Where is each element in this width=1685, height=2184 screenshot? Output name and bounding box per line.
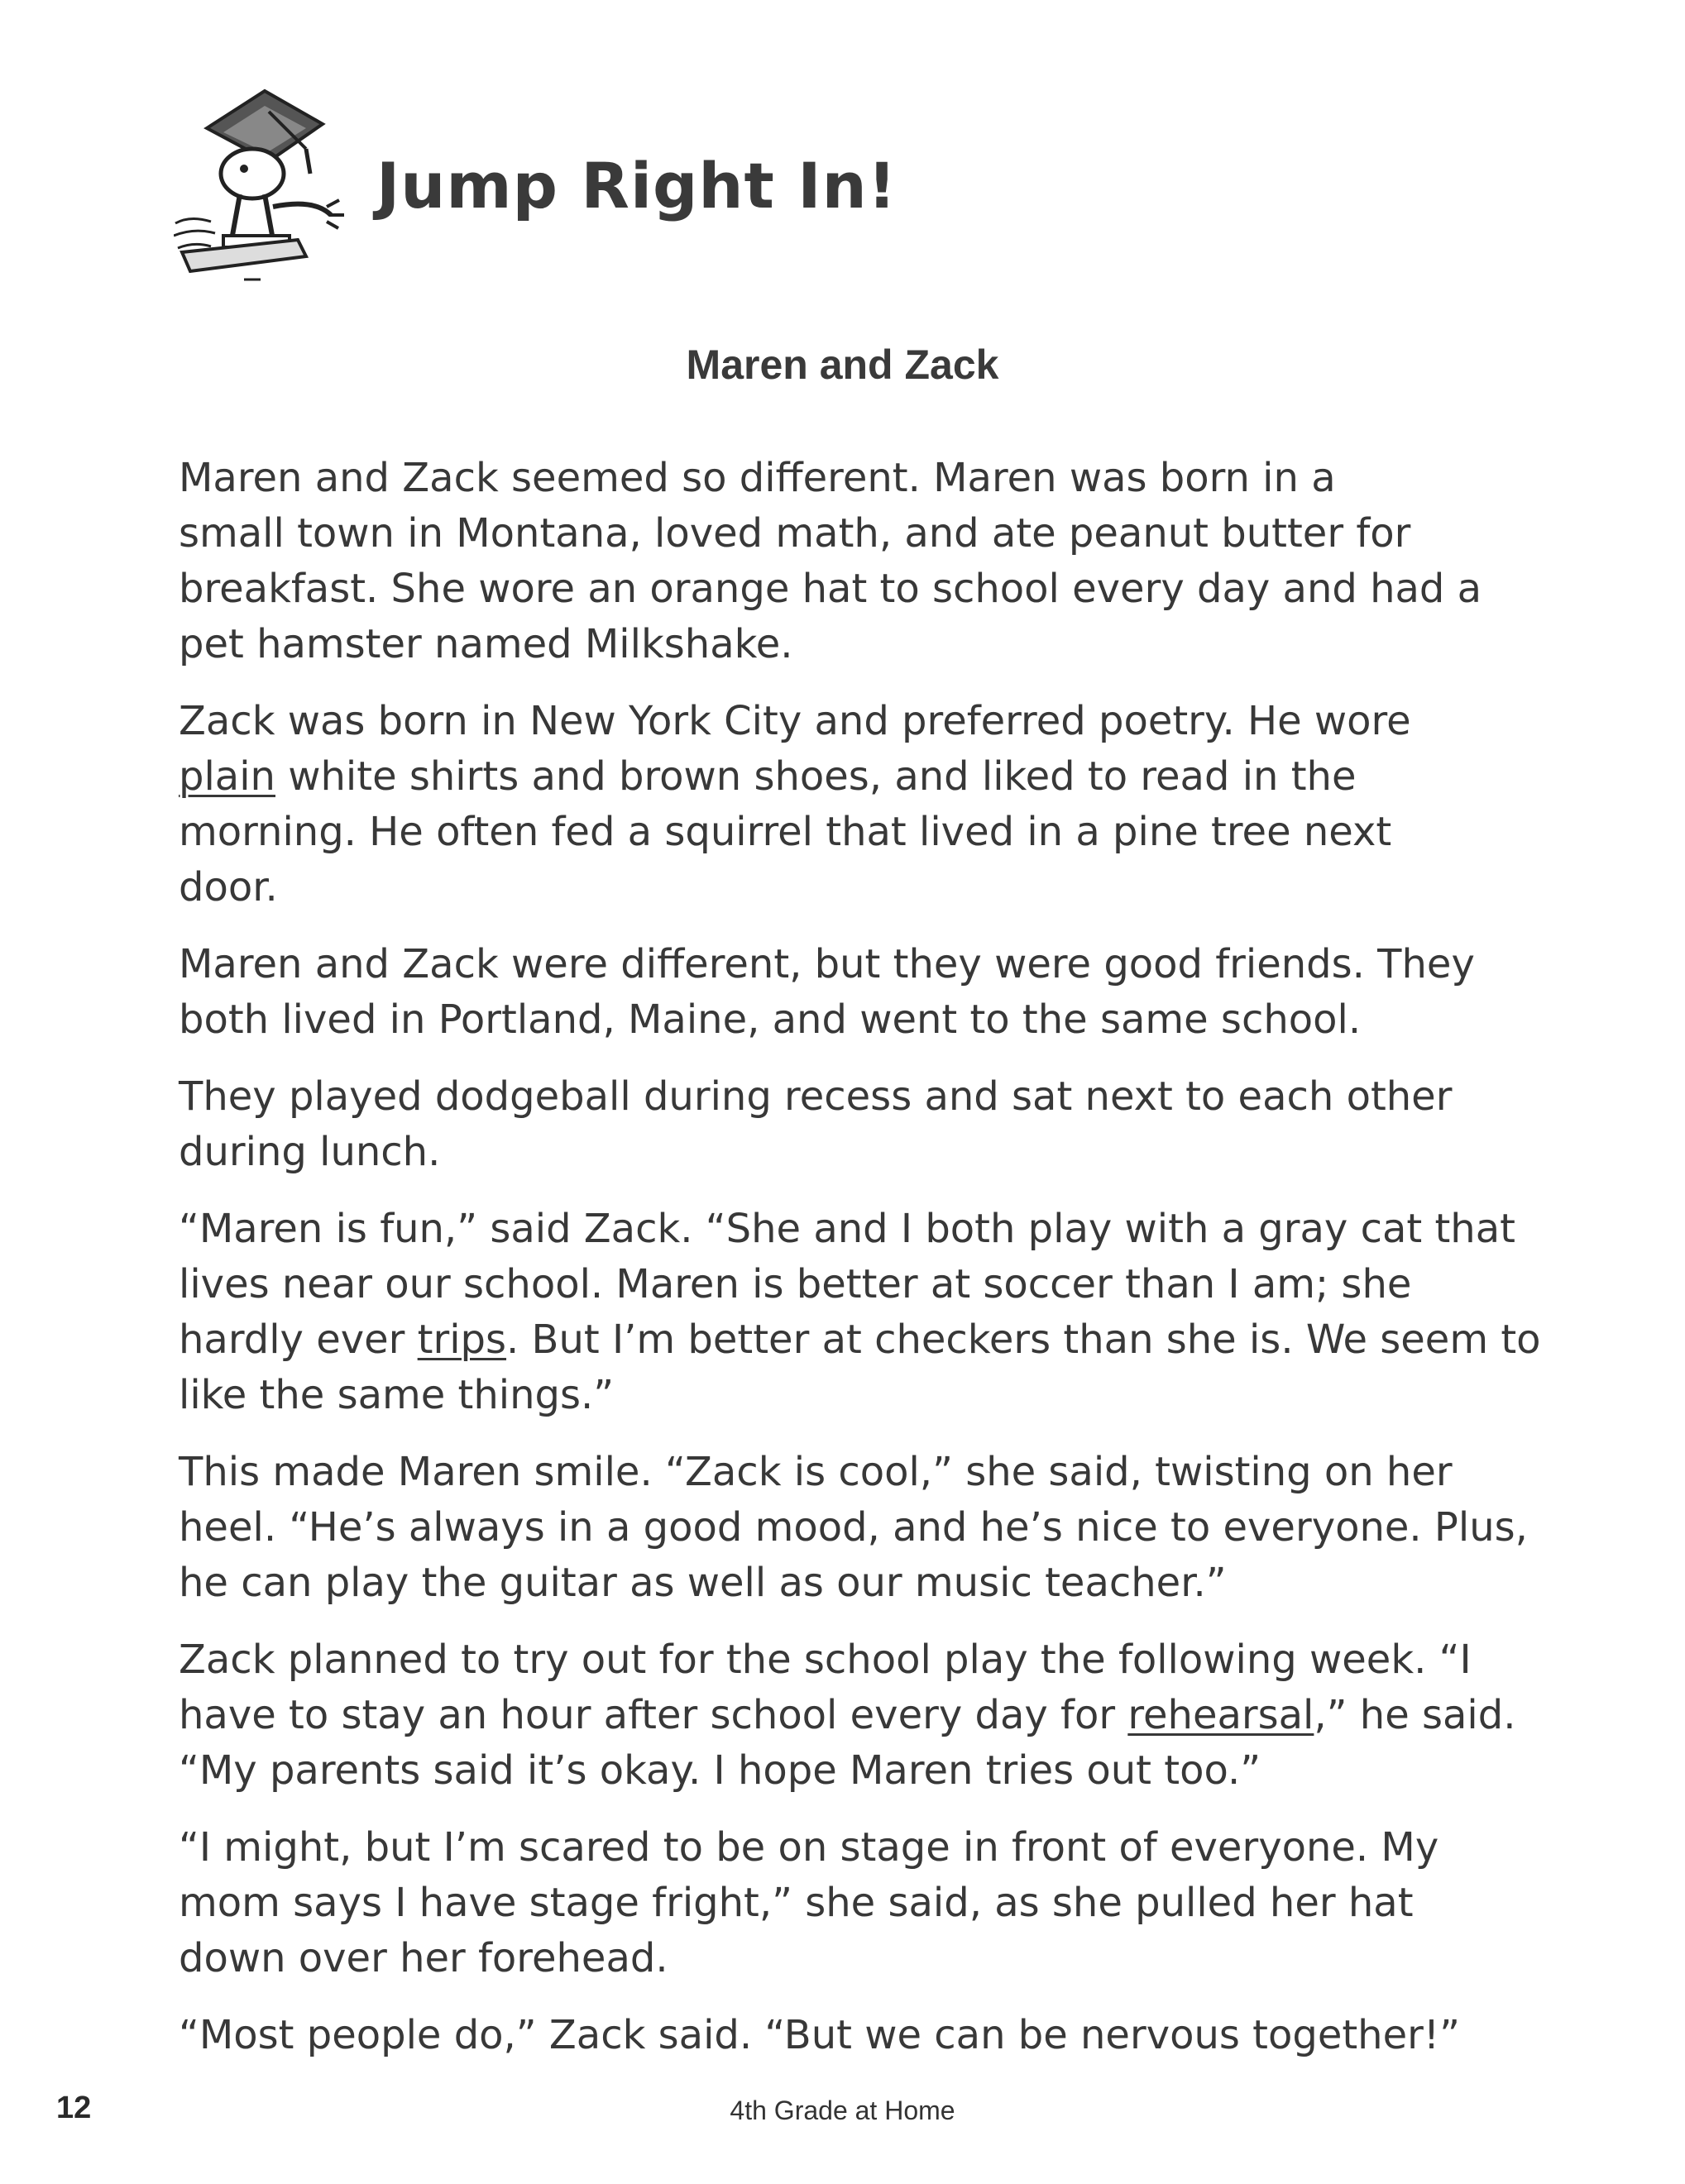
graduation-cap-diver-icon [174, 83, 356, 285]
story-line: he can play the guitar as well as our music teacher.” [179, 1560, 1227, 1606]
story-line: “I might, but I’m scared to be on stage in front of everyone. My [179, 1824, 1439, 1871]
story-paragraph [179, 2008, 1494, 2063]
story-paragraph [179, 1202, 1541, 1423]
story-line: both lived in Portland, Maine, and went to the same school. [179, 996, 1362, 1043]
story-line: mom says I have stage fright,” she said, as she pulled her hat [179, 1880, 1414, 1926]
vocabulary-word: trips [417, 1317, 507, 1363]
story-line: have to stay an hour after school every day for rehearsal,” he said. [179, 1692, 1516, 1738]
story-line: Maren and Zack were different, but they were good friends. They [179, 941, 1475, 987]
story-line: Maren and Zack seemed so different. Maren was born in a [179, 455, 1336, 501]
story-line: hardly ever trips. But I’m better at checkers than she is. We seem to [179, 1317, 1541, 1363]
story-line: Zack was born in New York City and preferred poetry. He wore [179, 698, 1411, 744]
story-title: Maren and Zack [686, 342, 999, 388]
story-line: lives near our school. Maren is better at soccer than I am; she [179, 1261, 1412, 1307]
story-line: heel. “He’s always in a good mood, and he’s nice to everyone. Plus, [179, 1504, 1528, 1551]
story-line: pet hamster named Milkshake. [179, 621, 793, 667]
vocabulary-word: rehearsal [1127, 1692, 1314, 1738]
story-line: “Most people do,” Zack said. “But we can be nervous together!” [179, 2012, 1460, 2058]
story-paragraph [179, 937, 1494, 1048]
section-heading: Jump Right In! [376, 149, 898, 222]
story-line: breakfast. She wore an orange hat to school every day and had a [179, 566, 1482, 612]
story-line: door. [179, 864, 278, 910]
story-line: like the same things.” [179, 1372, 615, 1418]
story-line: morning. He often fed a squirrel that lived in a pine tree next [179, 809, 1392, 855]
story-line: “Maren is fun,” said Zack. “She and I both play with a gray cat that [179, 1206, 1515, 1252]
story-paragraph [179, 1445, 1528, 1611]
story-line: during lunch. [179, 1129, 441, 1175]
story-line: small town in Montana, loved math, and ate peanut butter for [179, 510, 1411, 557]
story-paragraph [179, 1069, 1494, 1180]
story-paragraph [179, 451, 1494, 672]
story-line: Zack planned to try out for the school play the following week. “I [179, 1637, 1472, 1683]
story-line: down over her forehead. [179, 1935, 668, 1981]
story-line: “My parents said it’s okay. I hope Maren tries out too.” [179, 1747, 1261, 1794]
story-paragraph [179, 1632, 1516, 1799]
story-line: This made Maren smile. “Zack is cool,” she said, twisting on her [179, 1449, 1453, 1495]
story-line: They played dodgeball during recess and sat next to each other [179, 1073, 1453, 1120]
story-paragraph [179, 1820, 1494, 1986]
story-line: plain white shirts and brown shoes, and liked to read in the [179, 753, 1357, 800]
footer-book-title: 4th Grade at Home [730, 2096, 955, 2125]
story-body [179, 451, 1541, 2085]
vocabulary-word: plain [179, 753, 275, 800]
page-number: 12 [56, 2091, 92, 2125]
story-paragraph [179, 694, 1494, 915]
